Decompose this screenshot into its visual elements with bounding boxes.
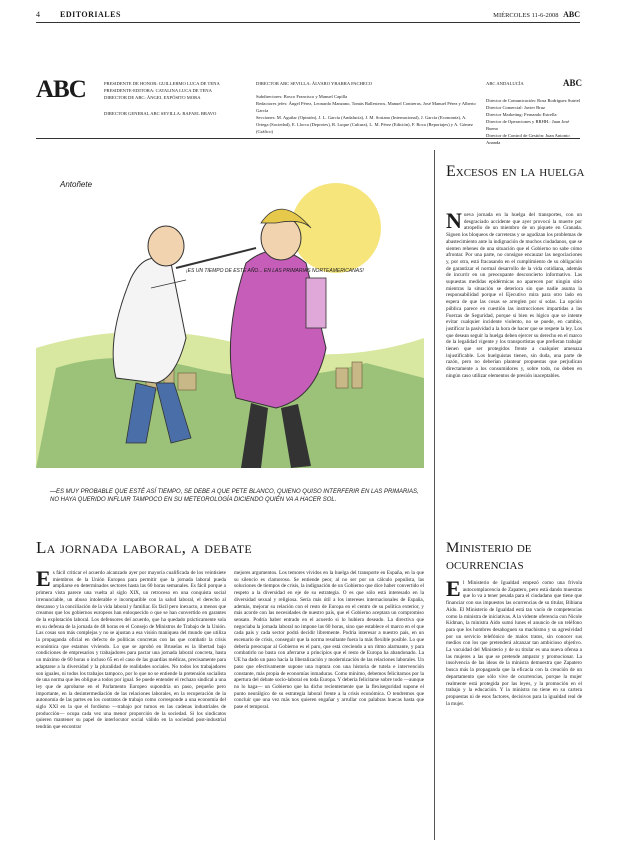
masthead-line: Secciones: M. Aguilar (Opinión), J. L. García (Andalucía), J. M. Soriano (Internacional), J. García (Economía), A. Ortega (Sociedad), E. Llorca (Deportes), R. Luque (Cultura), L. M. Pérez (Edición), F. Roca (Reportajes) y A. Gómez (Gráfico): [256, 115, 473, 134]
section-title: EDITORIALES: [60, 10, 121, 19]
dateline: [493, 10, 580, 19]
side-headline-2: Ministerio de ocurrencias: [446, 540, 532, 573]
main-headline: La jornada laboral, a debate: [36, 538, 253, 557]
side-headline-1: Excesos en la huelga: [446, 163, 585, 180]
side-article-1: [446, 212, 582, 528]
column-divider: [434, 150, 435, 840]
masthead-center: [256, 80, 476, 135]
masthead-line: PRESIDENTE-EDITORA: CATALINA LUCA DE TENA: [104, 88, 212, 93]
abc-logo: ABC: [36, 76, 86, 103]
masthead-line: Director Comercial: Javier Bruz: [486, 105, 546, 110]
dropcap: E: [446, 580, 461, 601]
masthead-right-title: ABC ANDALUCÍA: [486, 81, 524, 86]
masthead-line: Director Marketing: Fernando Estrella: [486, 112, 557, 117]
abc-small-logo: ABC: [562, 78, 582, 88]
sun-shape: [291, 183, 381, 273]
brand: ABC: [563, 10, 580, 19]
masthead-line: DIRECTOR GENERAL ABC SEVILLA: RAFAEL BRAVO: [104, 111, 217, 116]
masthead-line: Director de Comunicación: Rosa Rodríguez Sutriel: [486, 98, 581, 103]
main-article-col2: [234, 570, 424, 840]
cartoon-signature: Antoñete: [60, 180, 93, 189]
cartoon-speech: ¡ES UN TIEMPO DE ESTE AÑO... EN LAS PRIMARIAS NORTEAMERICANAS!: [186, 268, 364, 274]
cartoon-caption: —ES MUY PROBABLE QUE ESTÉ ASÍ TIEMPO, SE DEBE A QUE PETE BLANCO, QUIENO QUISO INTERFERIR EN LAS PRIMARIAS, NO HAYA QUERIDO INFLUIR TAMPOCO EN SU METEOROLOGÍA DICIENDO QUIÉN VA A HACER SOL.: [50, 489, 419, 503]
masthead-line: Director de Operaciones y RRHH.: Juan José Bueno: [486, 119, 570, 131]
date: MIÉRCOLES 11-6-2008: [493, 12, 559, 19]
dropcap: N: [446, 212, 462, 233]
cartoon-illustration: [36, 168, 424, 526]
page-number: 4: [36, 10, 40, 19]
masthead-line: PRESIDENTE DE HONOR: GUILLERMO LUCA DE TENA: [104, 81, 220, 86]
article-text: s fácil criticar el acuerdo alcanzado ayer por mayoría cualificada de los veintisiete miembros de la Unión Europea para permitir que la jornada laboral pueda ampliarse en determinados sectores hasta las 60 horas semanales. Es fácil porque a primera vista parece una vuelta al siglo XIX, un retroceso en una conquista social irrenunciable, un abuso intolerable e incompatible con la salud laboral, el derecho al descanso y la conciliación de la vida laboral y familiar. Es fácil pero inexacto, a menos que creamos que los gobiernos europeos han enloquecido o que se han convertido en garantes de la explotación laboral. Los defensores del acuerdo, que ha quedado prácticamente sola en su defensa de la jornada de 48 horas en el Consejo de Ministros de Trabajo de la Unión. Las cosas son más complejas y no se ajustan a esa visión maniquea del mundo que utiliza la propaganda oficial en defecto de políticas concretas con las que combatir la crisis económica que estamos viviendo. Lo que se aprobó en Bruselas es la libertad bajo condiciones de empresarios y trabajadores para pactar una jornada laboral concreta, hasta un máximo de 60 horas o incluso 65 en el caso de las guardias médicas, precisamente para adaptarse a la diversidad y la pluralidad de realidades sociales. No todos los trabajadores son iguales, ni todos los trabajos tampoco, por lo que no se entiende la pretensión socialista de una norma que les obligue a todos por igual. Se puede entender el rechazo sindical a una ley que de aprobarse en el Parlamento Europeo supondría un paso, pequeño pero importante, en la desintermediación de las relaciones laborales, en la recuperación de la autonomía de las partes en los contratos de trabajo como corresponde a una economía del siglo XXI en la que el fordismo —trabajo por turnos en las cadenas industriales de producción— ocupa cada vez una menor proporción de la sociedad. Si los sindicatos quieren mantener su papel de interlocutor social válido en la sociedad post-industrial tendrán que encontrar: [36, 570, 226, 731]
masthead-right: [486, 80, 582, 146]
masthead-line: Subdirectores: Bosco Francisco y Manuel Capilla: [256, 94, 348, 99]
header-rule: [36, 22, 580, 23]
masthead-line: Redactores jefes: Ángel Pérez, Leonardo Manzano, Tomás Ballesteros, Manuel Contreras, José Manuel Pérez y Alberto García: [256, 101, 476, 113]
article-text: ueva jornada en la huelga del transportes, con un desgraciado accidente que ayer provocó la muerte por atropello de un miembro de un piquete en Granada. Siguen los bloqueos de carreteras y se agudizan los problemas de abastecimiento ante la indignación de muchos ciudadanos, que se sienten rehenes de una situación que el Gobierno no sabe cómo afrontar. Por una parte, no consigue encauzar las negociaciones y, por otra, está fracasando en el cumplimiento de su obligación de garantizar el normal desarrollo de la vida cotidiana, además de incurrir en un preocupante desconcierto informativo. Las supuestas medidas epidérmicas no aparecen por ningún sitio mientras la situación se deteriora sin que nadie asuma la responsabilidad porque el Ejecutivo mira para otro lado en espera de que las cosas se arreglen por sí solas. La opción pública parece en cuestión las instrucciones impartidas a las Fuerzas de Seguridad, porque si bien es lógico que se intente evitar cualquier incidente violento, no se puede, en cambio, justificar la pasividad a la hora de hacer que se respete la ley. Los que desean seguir la huelga deben ejercer su derecho en el marco de la legalidad vigente y los transportistas que prefieran trabajar tienen que ser protegidos frente a cualquier amenaza injustificable. Los huelguistas tienen, sin duda, una parte de razón, pero no deberían plantear propuestas que perjudican directamente a los consumidores y, sobre todo, no deben en ningún caso utilizar elementos de presión inaceptables.: [446, 212, 582, 379]
dropcap: E: [36, 570, 51, 591]
masthead-rule: [36, 138, 580, 139]
article-text: l Ministerio de Igualdad empezó como una frívola autocomplacencia de Zapatero, pero está dando muestras que lo va a tener pesada para el ciudadano que tiene que financiar con sus impuestos las ocurrencias de su titular, Bibiana Aído. El Ministerio de Igualdad está tan vacío de competencias como la ministra de iniciativas. A la vidente oferencia con Nicole Kidman, la ministra Aído sumó lunes el anuncio de un teléfono para que los hombres desahoguen su machismo y su agresividad por un servicio telefónico de malos tratos, sin conocer sus medios con los que pretenderá alcanzar tan ambicioso objetivo. La vacuidad del Ministerio y de su titular es una nueva ofensa a las mujeres a las que se pretende amparar y promocionar. La insolvencia de las ideas de la ministra demuestra que Zapatero busca más la propaganda que la eficacia con la creación de un departamento que sólo vive de ocurrencias, porque la mujer realmente está protegida por las leyes, y la promoción en el trabajo y la educación. Y la ministra no tiene en su cartera propuestas ni de esos factores, decisivos para la igualdad real de la mujer.: [446, 580, 582, 707]
masthead-center-title: DIRECTOR ABC SEVILLA: ÁLVARO YBARRA PACHECO: [256, 81, 373, 86]
side-article-2: [446, 580, 582, 840]
masthead-line: Director de Control de Gestión: Juan Antonio Ananda: [486, 133, 570, 145]
article-text: mejores argumentos. Los temores vividos en la huelga del transporte en España, en la que su silencio es clamoroso. Se entiende peor, al no ser por un cálculo populista, las soluciones de tiempos de crisis, la indignación de un Gobierno que dice haber convertido el respeto a la diversidad en eje de su estrategia. O es que sólo está interesado en la diversidad sexual y religiosa. Sería más útil a los intereses internacionales de España, además, mejorar su relación con el resto de Europa en el centro de su política exterior, y más acorde con las necesidades de nuestro país, que el Gobierno aceptara un compromiso sensato. Podría haber entrado en el acuerdo si lo hubiera deseado. La directiva que negociaba la jornada laboral no impone las 60 horas, sino que establece el marco en el que cada país y cada sector podrá decidir libremente. Podría interesar a nuestro país, en un escenario de crisis, conseguir que la norma resultante fuera la más flexible posible. Lo que debería preocupar al Gobierno es el paro, que está creciendo a un ritmo alarmante, y para combatirlo no basta con aferrarse a principios que el resto de Europa ha abandonado. La UE ha dado un paso hacia la liberalización y modernización de las relaciones laborales. Un paso que efectivamente supone una ruptura con una historia de tutela e intervención constante, más propia de economías inmaduras. Como mínimo, debemos felicitarnos por la apertura del debate socio-laboral en toda Europa. Y debería felicitarse sobre todo —aunque no lo haga— un Gobierno que ha dicho recientemente que la flexiseguridad supone el punto neurálgico de su estrategia laboral frente a la crisis económica. O tendremos que concluir que una vez más nos quieren engañar y arrullar con palabras huecas hasta que pase el temporal.: [234, 570, 424, 711]
masthead-line: DIRECTOR DE ABC: ÁNGEL EXPÓSITO MORA: [104, 95, 201, 100]
masthead-left: [104, 80, 244, 117]
editorial-cartoon: [36, 168, 424, 526]
main-article-col1: [36, 570, 226, 840]
